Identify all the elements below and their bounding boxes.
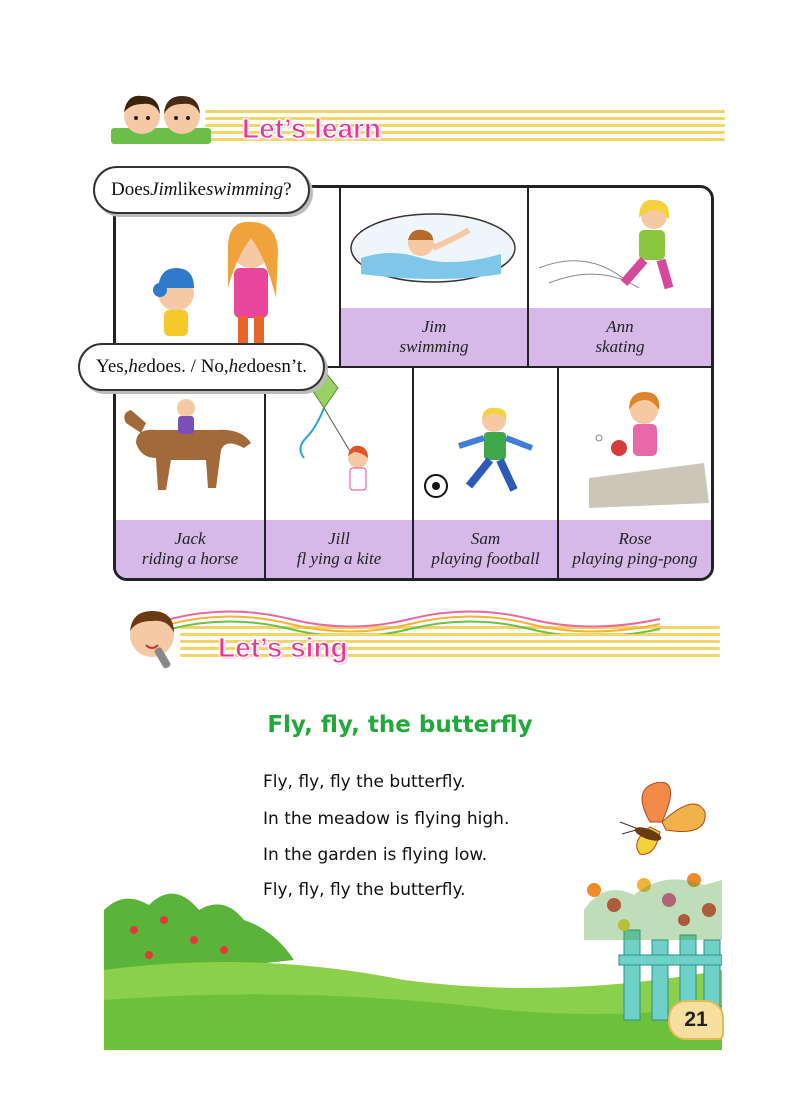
card-activity: playing ping-pong bbox=[572, 549, 698, 568]
question-text: like bbox=[177, 179, 206, 200]
card-jill-kite bbox=[266, 368, 414, 578]
lyric-line: Fly, fly, fly the butterfly. bbox=[263, 880, 466, 900]
section-title-lets-sing: Let’s sing bbox=[218, 632, 348, 663]
butterfly-illustration bbox=[600, 782, 710, 862]
card-name: Rose bbox=[618, 529, 652, 548]
card-jack-riding bbox=[116, 368, 266, 578]
card-rose-pingpong bbox=[559, 368, 711, 578]
singing-boy-illustration bbox=[120, 605, 190, 677]
skating-girl-illustration bbox=[529, 188, 709, 308]
answer-text: does. / No, bbox=[146, 356, 229, 377]
card-activity: riding a horse bbox=[141, 549, 239, 568]
card-name: Jack bbox=[174, 529, 206, 548]
card-name: Ann bbox=[606, 317, 634, 336]
question-bubble bbox=[93, 166, 310, 214]
card-activity: playing football bbox=[431, 549, 540, 568]
question-text: Does bbox=[111, 179, 151, 200]
page-number: 21 bbox=[668, 1000, 724, 1040]
answer-pronoun: he bbox=[228, 356, 247, 377]
football-boy-illustration bbox=[414, 368, 557, 508]
answer-bubble bbox=[78, 343, 325, 391]
card-activity: swimming bbox=[399, 337, 469, 356]
reading-kids-illustration bbox=[107, 88, 217, 150]
answer-pronoun: he bbox=[128, 356, 147, 377]
song-title: Fly, fly, the butterfly bbox=[267, 712, 533, 738]
kids-talking-illustration bbox=[116, 188, 336, 363]
swimming-boy-illustration bbox=[341, 188, 527, 308]
question-activity: swimming bbox=[206, 179, 284, 200]
card-sam-football bbox=[414, 368, 559, 578]
card-activity: fl ying a kite bbox=[296, 549, 382, 568]
card-name: Sam bbox=[470, 529, 501, 548]
card-activity: skating bbox=[595, 337, 645, 356]
lyric-line: In the garden is flying low. bbox=[263, 845, 488, 865]
question-text: ? bbox=[283, 179, 292, 200]
lyric-line: In the meadow is flying high. bbox=[263, 809, 510, 829]
card-name: Jill bbox=[328, 529, 350, 548]
pingpong-girl-illustration bbox=[559, 368, 709, 508]
dialogue-cell bbox=[116, 188, 341, 368]
answer-text: doesn’t. bbox=[246, 356, 307, 377]
music-notes-wave bbox=[170, 604, 660, 634]
section-title-lets-learn: Let’s learn bbox=[242, 113, 382, 144]
question-name: Jim bbox=[150, 179, 178, 200]
card-jim-swimming bbox=[341, 188, 529, 368]
lyric-line: Fly, fly, fly the butterfly. bbox=[263, 772, 466, 792]
answer-text: Yes, bbox=[96, 356, 129, 377]
card-ann-skating bbox=[529, 188, 711, 368]
card-name: Jim bbox=[421, 317, 447, 336]
